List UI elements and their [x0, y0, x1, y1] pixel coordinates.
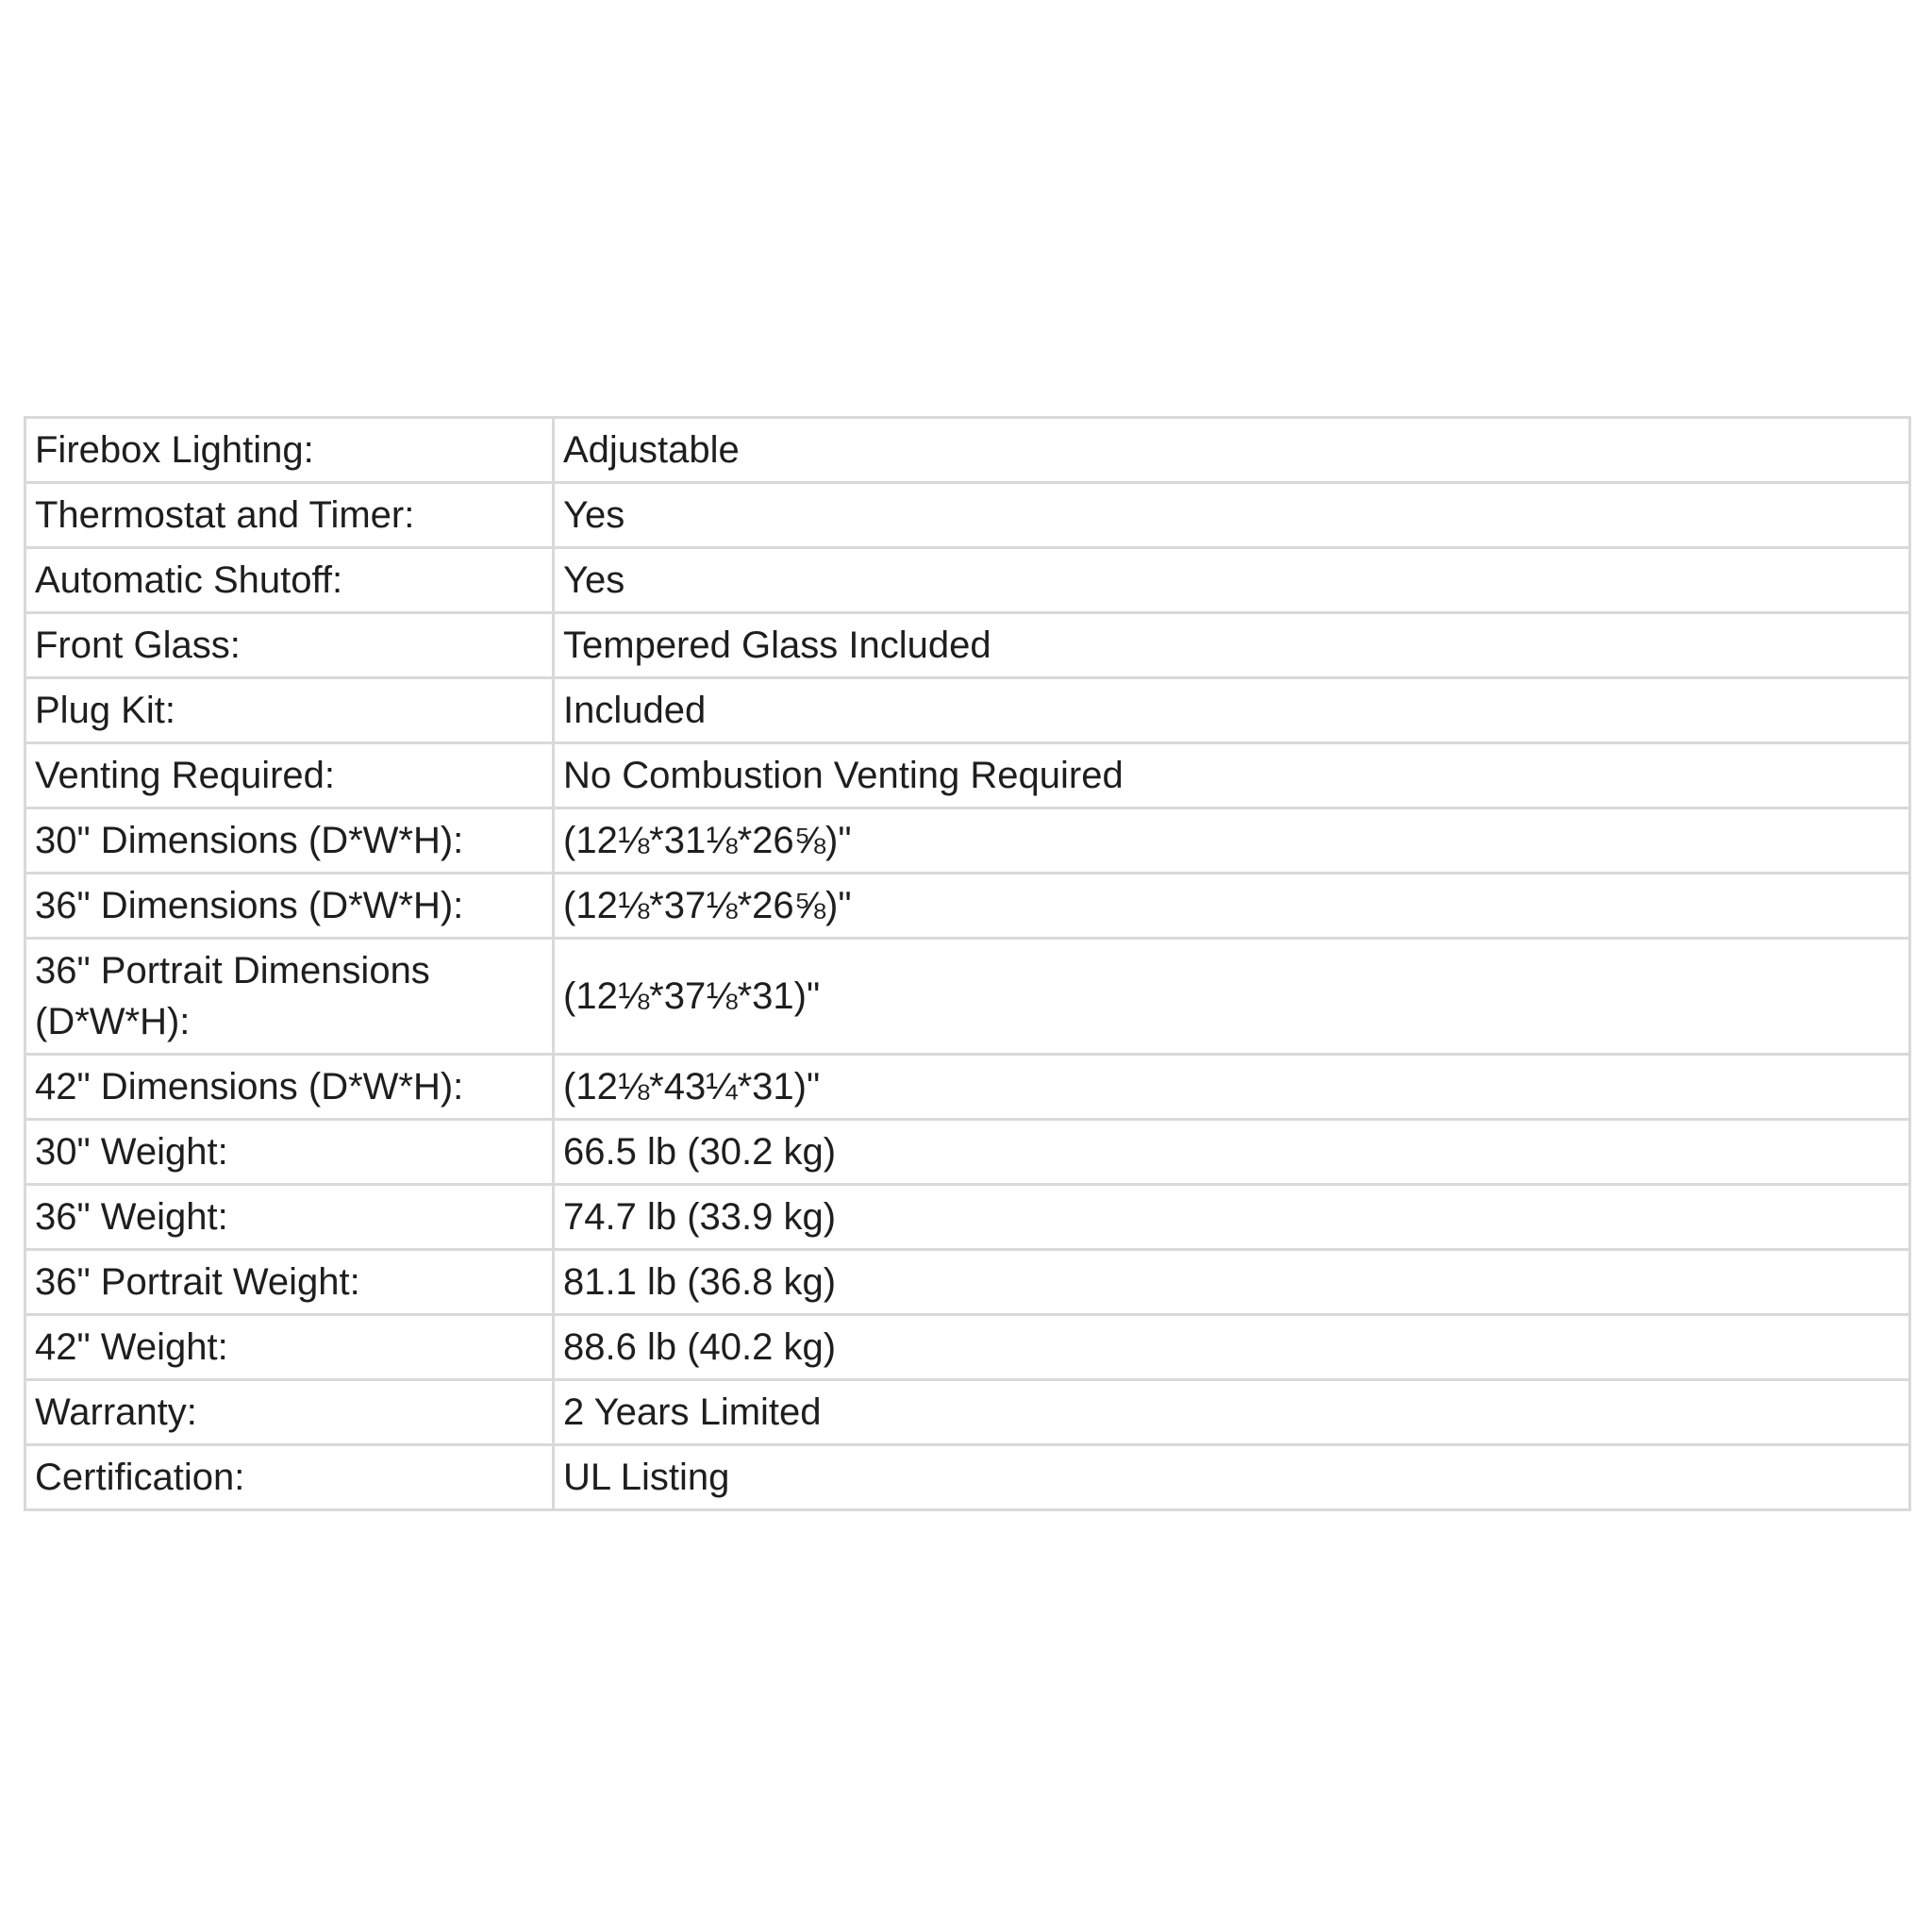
table-row — [25, 1120, 1910, 1185]
spec-value: Yes — [554, 483, 1910, 548]
spec-value: Yes — [554, 548, 1910, 613]
spec-label: Venting Required: — [25, 743, 554, 808]
spec-label: Warranty: — [25, 1380, 554, 1445]
spec-value: (12⅛*43¼*31)" — [554, 1055, 1910, 1120]
table-row — [25, 874, 1910, 939]
table-row — [25, 613, 1910, 678]
spec-value: Adjustable — [554, 418, 1910, 483]
table-row — [25, 418, 1910, 483]
spec-value: (12⅛*37⅛*31)" — [554, 939, 1910, 1055]
specifications-table — [24, 416, 1911, 1511]
table-row — [25, 1380, 1910, 1445]
spec-label: 36" Weight: — [25, 1185, 554, 1250]
spec-value: Included — [554, 678, 1910, 743]
table-row — [25, 743, 1910, 808]
table-row — [25, 548, 1910, 613]
spec-value: (12⅛*37⅛*26⅝)" — [554, 874, 1910, 939]
table-row — [25, 1315, 1910, 1380]
spec-value: (12⅛*31⅛*26⅝)" — [554, 808, 1910, 874]
spec-label: 30" Weight: — [25, 1120, 554, 1185]
table-row — [25, 1445, 1910, 1510]
table-row — [25, 939, 1910, 1055]
spec-value: 81.1 lb (36.8 kg) — [554, 1250, 1910, 1315]
table-row — [25, 808, 1910, 874]
spec-label: Front Glass: — [25, 613, 554, 678]
spec-label: 36" Portrait Weight: — [25, 1250, 554, 1315]
spec-label: 42" Weight: — [25, 1315, 554, 1380]
spec-label: 36" Dimensions (D*W*H): — [25, 874, 554, 939]
spec-value: UL Listing — [554, 1445, 1910, 1510]
spec-value: 2 Years Limited — [554, 1380, 1910, 1445]
table-row — [25, 1185, 1910, 1250]
table-row — [25, 1250, 1910, 1315]
spec-value: No Combustion Venting Required — [554, 743, 1910, 808]
spec-label: Plug Kit: — [25, 678, 554, 743]
spec-value: Tempered Glass Included — [554, 613, 1910, 678]
spec-label: Thermostat and Timer: — [25, 483, 554, 548]
spec-label: Firebox Lighting: — [25, 418, 554, 483]
spec-label: Certification: — [25, 1445, 554, 1510]
spec-label: 36" Portrait Dimensions (D*W*H): — [25, 939, 554, 1055]
table-row — [25, 483, 1910, 548]
spec-label: Automatic Shutoff: — [25, 548, 554, 613]
table-row — [25, 678, 1910, 743]
spec-label: 42" Dimensions (D*W*H): — [25, 1055, 554, 1120]
table-row — [25, 1055, 1910, 1120]
spec-value: 66.5 lb (30.2 kg) — [554, 1120, 1910, 1185]
spec-label: 30" Dimensions (D*W*H): — [25, 808, 554, 874]
spec-value: 88.6 lb (40.2 kg) — [554, 1315, 1910, 1380]
spec-value: 74.7 lb (33.9 kg) — [554, 1185, 1910, 1250]
